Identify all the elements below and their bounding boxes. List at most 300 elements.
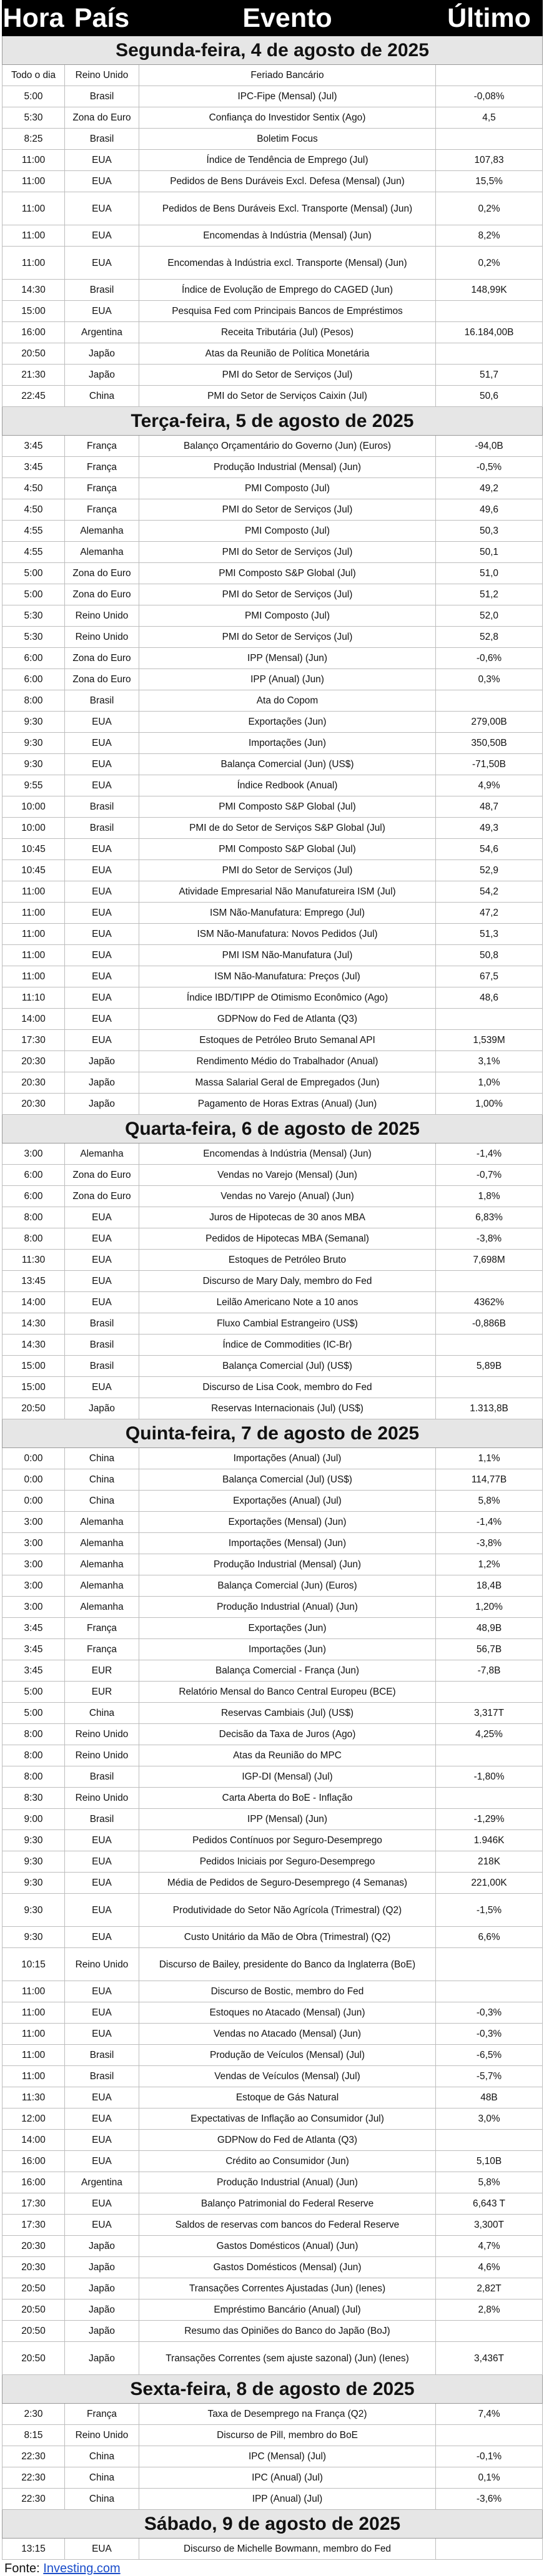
event-last — [436, 2130, 543, 2151]
event-last: -3,8% — [436, 1533, 543, 1554]
event-row — [2, 2278, 543, 2299]
event-country: Japão — [65, 343, 139, 365]
event-row — [2, 1072, 543, 1094]
source-line — [2, 2562, 542, 2576]
event-time: 5:30 — [2, 107, 65, 129]
event-last: 18,4B — [436, 1575, 543, 1597]
event-country: EUA — [65, 1292, 139, 1313]
event-name: Pedidos de Bens Duráveis Excl. Transporte (Mensal) (Jun) — [139, 192, 436, 225]
event-row — [2, 605, 543, 627]
event-name: Importações (Jun) — [139, 1639, 436, 1660]
event-time: 15:00 — [2, 301, 65, 322]
event-time: 9:30 — [2, 1927, 65, 1948]
event-country: Japão — [65, 2278, 139, 2299]
event-country: Reino Unido — [65, 1788, 139, 1809]
event-row — [2, 457, 543, 478]
event-name: Índice IBD/TIPP de Otimismo Econômico (Ago) — [139, 987, 436, 1009]
event-name: Balança Comercial (Jul) (US$) — [139, 1469, 436, 1491]
event-country: Reino Unido — [65, 1948, 139, 1981]
event-time: 3:45 — [2, 1639, 65, 1660]
event-row — [2, 648, 543, 669]
event-country: Brasil — [65, 2066, 139, 2087]
event-name: Produtividade do Setor Não Agrícola (Trimestral) (Q2) — [139, 1894, 436, 1927]
event-name: Receita Tributária (Jul) (Pesos) — [139, 322, 436, 343]
event-time: 3:45 — [2, 436, 65, 457]
event-name: Carta Aberta do BoE - Inflação — [139, 1788, 436, 1809]
event-row — [2, 2193, 543, 2215]
event-name: Pedidos Contínuos por Seguro-Desemprego — [139, 1830, 436, 1851]
event-name: Balanço Patrimonial do Federal Reserve — [139, 2193, 436, 2215]
event-name: IPC-Fipe (Mensal) (Jul) — [139, 86, 436, 107]
event-country: Zona do Euro — [65, 1186, 139, 1207]
event-name: Vendas no Atacado (Mensal) (Jun) — [139, 2024, 436, 2045]
event-country: EUA — [65, 1830, 139, 1851]
event-row — [2, 627, 543, 648]
event-row — [2, 818, 543, 839]
event-last: 148,99K — [436, 280, 543, 301]
event-name: Discurso de Pill, membro do BoE — [139, 2425, 436, 2446]
event-name: Decisão da Taxa de Juros (Ago) — [139, 1724, 436, 1745]
event-time: 10:45 — [2, 860, 65, 881]
event-row — [2, 225, 543, 247]
event-country: Alemanha — [65, 1512, 139, 1533]
event-row — [2, 280, 543, 301]
event-time: 3:00 — [2, 1554, 65, 1575]
day-header-row — [2, 2510, 543, 2539]
event-time: 5:00 — [2, 563, 65, 584]
event-row — [2, 966, 543, 987]
event-last — [436, 65, 543, 86]
header-time: Hora — [2, 1, 65, 36]
event-time: 11:10 — [2, 987, 65, 1009]
day-header-row — [2, 407, 543, 436]
event-row — [2, 2425, 543, 2446]
event-time: 11:30 — [2, 1250, 65, 1271]
event-last: 52,8 — [436, 627, 543, 648]
event-time: 14:30 — [2, 1335, 65, 1356]
event-row — [2, 712, 543, 733]
event-country: EUA — [65, 2108, 139, 2130]
event-time: 20:50 — [2, 2342, 65, 2375]
event-country: EUA — [65, 247, 139, 280]
event-last: 49,6 — [436, 499, 543, 521]
event-row — [2, 1745, 543, 1766]
event-last: 50,1 — [436, 542, 543, 563]
event-row — [2, 2024, 543, 2045]
event-name: Pedidos de Bens Duráveis Excl. Defesa (Mensal) (Jun) — [139, 171, 436, 192]
event-country: China — [65, 1491, 139, 1512]
day-header-row — [2, 1419, 543, 1448]
event-name: Balança Comercial (Jun) (Euros) — [139, 1575, 436, 1597]
event-last: 3,317T — [436, 1703, 543, 1724]
event-time: 9:30 — [2, 1894, 65, 1927]
event-row — [2, 987, 543, 1009]
event-country: França — [65, 457, 139, 478]
event-row — [2, 171, 543, 192]
event-country: EUA — [65, 171, 139, 192]
event-time: 11:00 — [2, 881, 65, 903]
event-time: 8:00 — [2, 1766, 65, 1788]
event-name: PMI Composto S&P Global (Jul) — [139, 796, 436, 818]
event-time: 10:45 — [2, 839, 65, 860]
day-title: Sábado, 9 de agosto de 2025 — [2, 2510, 543, 2539]
event-country: EUA — [65, 987, 139, 1009]
event-time: 11:00 — [2, 2002, 65, 2024]
event-name: IPC (Mensal) (Jul) — [139, 2446, 436, 2467]
event-row — [2, 563, 543, 584]
event-name: Discurso de Lisa Cook, membro do Fed — [139, 1377, 436, 1398]
event-name: Índice Redbook (Anual) — [139, 775, 436, 796]
event-last: 1.313,8B — [436, 1398, 543, 1419]
event-row — [2, 1981, 543, 2002]
event-row — [2, 86, 543, 107]
event-name: GDPNow do Fed de Atlanta (Q3) — [139, 1009, 436, 1030]
event-name: Transações Correntes Ajustadas (Jun) (Ienes) — [139, 2278, 436, 2299]
source-link[interactable]: Investing.com — [43, 2562, 121, 2575]
event-country: EUA — [65, 301, 139, 322]
event-country: França — [65, 478, 139, 499]
event-row — [2, 1927, 543, 1948]
event-row — [2, 542, 543, 563]
event-time: 11:00 — [2, 171, 65, 192]
event-name: ISM Não-Manufatura: Preços (Jul) — [139, 966, 436, 987]
calendar-body — [2, 36, 543, 2560]
event-last: -0,7% — [436, 1165, 543, 1186]
event-country: China — [65, 2467, 139, 2489]
event-row — [2, 775, 543, 796]
event-last: 56,7B — [436, 1639, 543, 1660]
event-name: PMI do Setor de Serviços (Jul) — [139, 499, 436, 521]
event-last: 107,83 — [436, 150, 543, 171]
event-country: Zona do Euro — [65, 648, 139, 669]
event-row — [2, 1356, 543, 1377]
event-last: 2,82T — [436, 2278, 543, 2299]
day-header-row — [2, 2375, 543, 2404]
event-country: Japão — [65, 1051, 139, 1072]
event-row — [2, 754, 543, 775]
event-country: Brasil — [65, 818, 139, 839]
event-name: Balança Comercial (Jul) (US$) — [139, 1356, 436, 1377]
event-country: EUA — [65, 860, 139, 881]
event-name: Encomendas à Indústria (Mensal) (Jun) — [139, 1144, 436, 1165]
event-time: 11:00 — [2, 966, 65, 987]
event-time: 11:00 — [2, 945, 65, 966]
event-time: 22:30 — [2, 2489, 65, 2510]
event-last: 48,6 — [436, 987, 543, 1009]
event-last: 1,539M — [436, 1030, 543, 1051]
day-title: Sexta-feira, 8 de agosto de 2025 — [2, 2375, 543, 2404]
event-country: EUA — [65, 2151, 139, 2172]
event-row — [2, 903, 543, 924]
event-name: ISM Não-Manufatura: Emprego (Jul) — [139, 903, 436, 924]
event-country: EUA — [65, 1377, 139, 1398]
event-country: Alemanha — [65, 1554, 139, 1575]
event-country: Zona do Euro — [65, 107, 139, 129]
event-time: 0:00 — [2, 1469, 65, 1491]
event-name: Produção de Veículos (Mensal) (Jul) — [139, 2045, 436, 2066]
event-country: Reino Unido — [65, 627, 139, 648]
event-country: EUA — [65, 924, 139, 945]
event-last — [436, 1745, 543, 1766]
event-country: EUA — [65, 150, 139, 171]
event-row — [2, 1597, 543, 1618]
event-row — [2, 1491, 543, 1512]
event-country: EUA — [65, 2087, 139, 2108]
event-name: Exportações (Jun) — [139, 1618, 436, 1639]
event-name: Reservas Cambiais (Jul) (US$) — [139, 1703, 436, 1724]
event-name: GDPNow do Fed de Atlanta (Q3) — [139, 2130, 436, 2151]
event-country: Zona do Euro — [65, 669, 139, 690]
event-row — [2, 1554, 543, 1575]
event-country: Alemanha — [65, 1597, 139, 1618]
event-time: 11:00 — [2, 924, 65, 945]
event-time: 14:30 — [2, 280, 65, 301]
event-time: 22:30 — [2, 2467, 65, 2489]
event-time: 11:00 — [2, 150, 65, 171]
event-last: 2,8% — [436, 2299, 543, 2321]
event-last: -3,8% — [436, 1228, 543, 1250]
event-time: 14:00 — [2, 1292, 65, 1313]
event-row — [2, 1469, 543, 1491]
event-row — [2, 1292, 543, 1313]
event-last — [436, 1788, 543, 1809]
event-time: 22:45 — [2, 386, 65, 407]
event-row — [2, 301, 543, 322]
event-last: 3,300T — [436, 2215, 543, 2236]
event-time: 5:00 — [2, 1703, 65, 1724]
event-row — [2, 2002, 543, 2024]
event-row — [2, 150, 543, 171]
event-last — [436, 690, 543, 712]
event-time: 20:50 — [2, 2321, 65, 2342]
event-row — [2, 2321, 543, 2342]
event-row — [2, 1533, 543, 1554]
event-name: Boletim Focus — [139, 129, 436, 150]
event-last: -5,7% — [436, 2066, 543, 2087]
event-name: Exportações (Mensal) (Jun) — [139, 1512, 436, 1533]
event-last: 1,0% — [436, 1072, 543, 1094]
event-time: 11:00 — [2, 2066, 65, 2087]
event-last: 1,2% — [436, 1554, 543, 1575]
event-row — [2, 1165, 543, 1186]
event-name: Índice de Commodities (IC-Br) — [139, 1335, 436, 1356]
event-row — [2, 1894, 543, 1927]
event-country: Alemanha — [65, 521, 139, 542]
event-time: 9:30 — [2, 733, 65, 754]
event-row — [2, 1948, 543, 1981]
event-country: China — [65, 386, 139, 407]
event-row — [2, 1512, 543, 1533]
event-time: 11:00 — [2, 2045, 65, 2066]
event-row — [2, 2236, 543, 2257]
event-name: Balança Comercial (Jun) (US$) — [139, 754, 436, 775]
event-row — [2, 129, 543, 150]
event-row — [2, 343, 543, 365]
event-country: Zona do Euro — [65, 563, 139, 584]
event-row — [2, 1250, 543, 1271]
event-row — [2, 107, 543, 129]
event-row — [2, 1766, 543, 1788]
event-name: Importações (Jun) — [139, 733, 436, 754]
event-last: 52,9 — [436, 860, 543, 881]
event-country: Brasil — [65, 1335, 139, 1356]
event-time: 15:00 — [2, 1377, 65, 1398]
event-time: 20:30 — [2, 2236, 65, 2257]
event-last: 51,7 — [436, 365, 543, 386]
event-country: EUA — [65, 839, 139, 860]
event-name: Pagamento de Horas Extras (Anual) (Jun) — [139, 1094, 436, 1115]
event-time: 16:00 — [2, 2151, 65, 2172]
event-country: Reino Unido — [65, 1724, 139, 1745]
event-last: 3,1% — [436, 1051, 543, 1072]
event-country: Argentina — [65, 322, 139, 343]
event-country: China — [65, 1469, 139, 1491]
event-time: 14:30 — [2, 1313, 65, 1335]
event-country: Alemanha — [65, 1144, 139, 1165]
event-time: 6:00 — [2, 1186, 65, 1207]
event-row — [2, 436, 543, 457]
event-name: Média de Pedidos de Seguro-Desemprego (4 Semanas) — [139, 1873, 436, 1894]
event-time: 8:00 — [2, 690, 65, 712]
event-time: 4:55 — [2, 521, 65, 542]
event-country: EUA — [65, 1981, 139, 2002]
event-time: 5:00 — [2, 86, 65, 107]
event-row — [2, 2066, 543, 2087]
event-name: Transações Correntes (sem ajuste sazonal) (Jun) (Ienes) — [139, 2342, 436, 2375]
event-time: 20:30 — [2, 1051, 65, 1072]
event-row — [2, 2257, 543, 2278]
event-last: 7,4% — [436, 2404, 543, 2425]
day-title: Quinta-feira, 7 de agosto de 2025 — [2, 1419, 543, 1448]
event-last: 47,2 — [436, 903, 543, 924]
event-last: 1.946K — [436, 1830, 543, 1851]
event-last: 5,10B — [436, 2151, 543, 2172]
event-row — [2, 2539, 543, 2560]
event-row — [2, 1051, 543, 1072]
event-last: 5,89B — [436, 1356, 543, 1377]
event-last: 15,5% — [436, 171, 543, 192]
event-name: Saldos de reservas com bancos do Federal Reserve — [139, 2215, 436, 2236]
event-time: 15:00 — [2, 1356, 65, 1377]
event-row — [2, 1639, 543, 1660]
event-name: Discurso de Bailey, presidente do Banco da Inglaterra (BoE) — [139, 1948, 436, 1981]
event-row — [2, 1809, 543, 1830]
event-name: Gastos Domésticos (Anual) (Jun) — [139, 2236, 436, 2257]
event-last: 50,3 — [436, 521, 543, 542]
event-time: 8:15 — [2, 2425, 65, 2446]
event-country: EUA — [65, 1250, 139, 1271]
event-name: Importações (Anual) (Jul) — [139, 1448, 436, 1469]
event-row — [2, 2299, 543, 2321]
event-last: 48,7 — [436, 796, 543, 818]
event-row — [2, 247, 543, 280]
event-time: 3:00 — [2, 1597, 65, 1618]
event-time: 20:50 — [2, 2299, 65, 2321]
event-time: 8:00 — [2, 1228, 65, 1250]
event-last: 0,1% — [436, 2467, 543, 2489]
event-country: China — [65, 1703, 139, 1724]
event-last: -1,4% — [436, 1144, 543, 1165]
event-row — [2, 1144, 543, 1165]
event-time: 3:00 — [2, 1512, 65, 1533]
event-time: 20:50 — [2, 2278, 65, 2299]
event-time: 3:00 — [2, 1533, 65, 1554]
event-last: 3,0% — [436, 2108, 543, 2130]
event-name: Balanço Orçamentário do Governo (Jun) (Euros) — [139, 436, 436, 457]
event-name: IPC (Anual) (Jul) — [139, 2467, 436, 2489]
event-country: Brasil — [65, 129, 139, 150]
event-name: Resumo das Opiniões do Banco do Japão (BoJ) — [139, 2321, 436, 2342]
event-time: 11:00 — [2, 247, 65, 280]
event-time: 12:00 — [2, 2108, 65, 2130]
event-country: Japão — [65, 1072, 139, 1094]
event-country: EUA — [65, 881, 139, 903]
event-row — [2, 1873, 543, 1894]
event-last: 3,436T — [436, 2342, 543, 2375]
event-country: Zona do Euro — [65, 584, 139, 605]
event-country: Alemanha — [65, 542, 139, 563]
event-country: Brasil — [65, 1766, 139, 1788]
event-last: -0,3% — [436, 2024, 543, 2045]
event-country: Argentina — [65, 2172, 139, 2193]
event-row — [2, 1313, 543, 1335]
event-time: 0:00 — [2, 1491, 65, 1512]
event-last: 49,3 — [436, 818, 543, 839]
event-name: Importações (Mensal) (Jun) — [139, 1533, 436, 1554]
event-row — [2, 1575, 543, 1597]
event-country: Zona do Euro — [65, 1165, 139, 1186]
event-time: 8:25 — [2, 129, 65, 150]
event-name: Produção Industrial (Anual) (Jun) — [139, 2172, 436, 2193]
event-last: 50,8 — [436, 945, 543, 966]
event-last: 51,0 — [436, 563, 543, 584]
event-last — [436, 1377, 543, 1398]
event-time: 20:30 — [2, 1094, 65, 1115]
event-last — [436, 343, 543, 365]
event-time: 8:30 — [2, 1788, 65, 1809]
event-row — [2, 478, 543, 499]
event-last: 49,2 — [436, 478, 543, 499]
event-country: Brasil — [65, 1313, 139, 1335]
event-country: Brasil — [65, 690, 139, 712]
event-name: Leilão Americano Note a 10 anos — [139, 1292, 436, 1313]
event-name: Produção Industrial (Mensal) (Jun) — [139, 1554, 436, 1575]
event-name: Vendas no Varejo (Anual) (Jun) — [139, 1186, 436, 1207]
event-last: 0,2% — [436, 192, 543, 225]
event-time: 5:30 — [2, 605, 65, 627]
event-country: EUA — [65, 2539, 139, 2560]
event-name: Exportações (Anual) (Jul) — [139, 1491, 436, 1512]
event-country: China — [65, 2489, 139, 2510]
event-name: Massa Salarial Geral de Empregados (Jun) — [139, 1072, 436, 1094]
event-country: EUA — [65, 1009, 139, 1030]
event-country: França — [65, 499, 139, 521]
event-country: Brasil — [65, 796, 139, 818]
event-country: EUR — [65, 1682, 139, 1703]
event-name: IPP (Anual) (Jun) — [139, 669, 436, 690]
event-last: -3,6% — [436, 2489, 543, 2510]
event-country: EUA — [65, 225, 139, 247]
event-name: Confiança do Investidor Sentix (Ago) — [139, 107, 436, 129]
economic-calendar — [2, 0, 542, 2576]
event-country: França — [65, 2404, 139, 2425]
event-time: 3:00 — [2, 1144, 65, 1165]
event-last: -0,5% — [436, 457, 543, 478]
event-name: Discurso de Mary Daly, membro do Fed — [139, 1271, 436, 1292]
event-name: Atas da Reunião de Política Monetária — [139, 343, 436, 365]
event-name: PMI do Setor de Serviços (Jul) — [139, 365, 436, 386]
event-last: 8,2% — [436, 225, 543, 247]
